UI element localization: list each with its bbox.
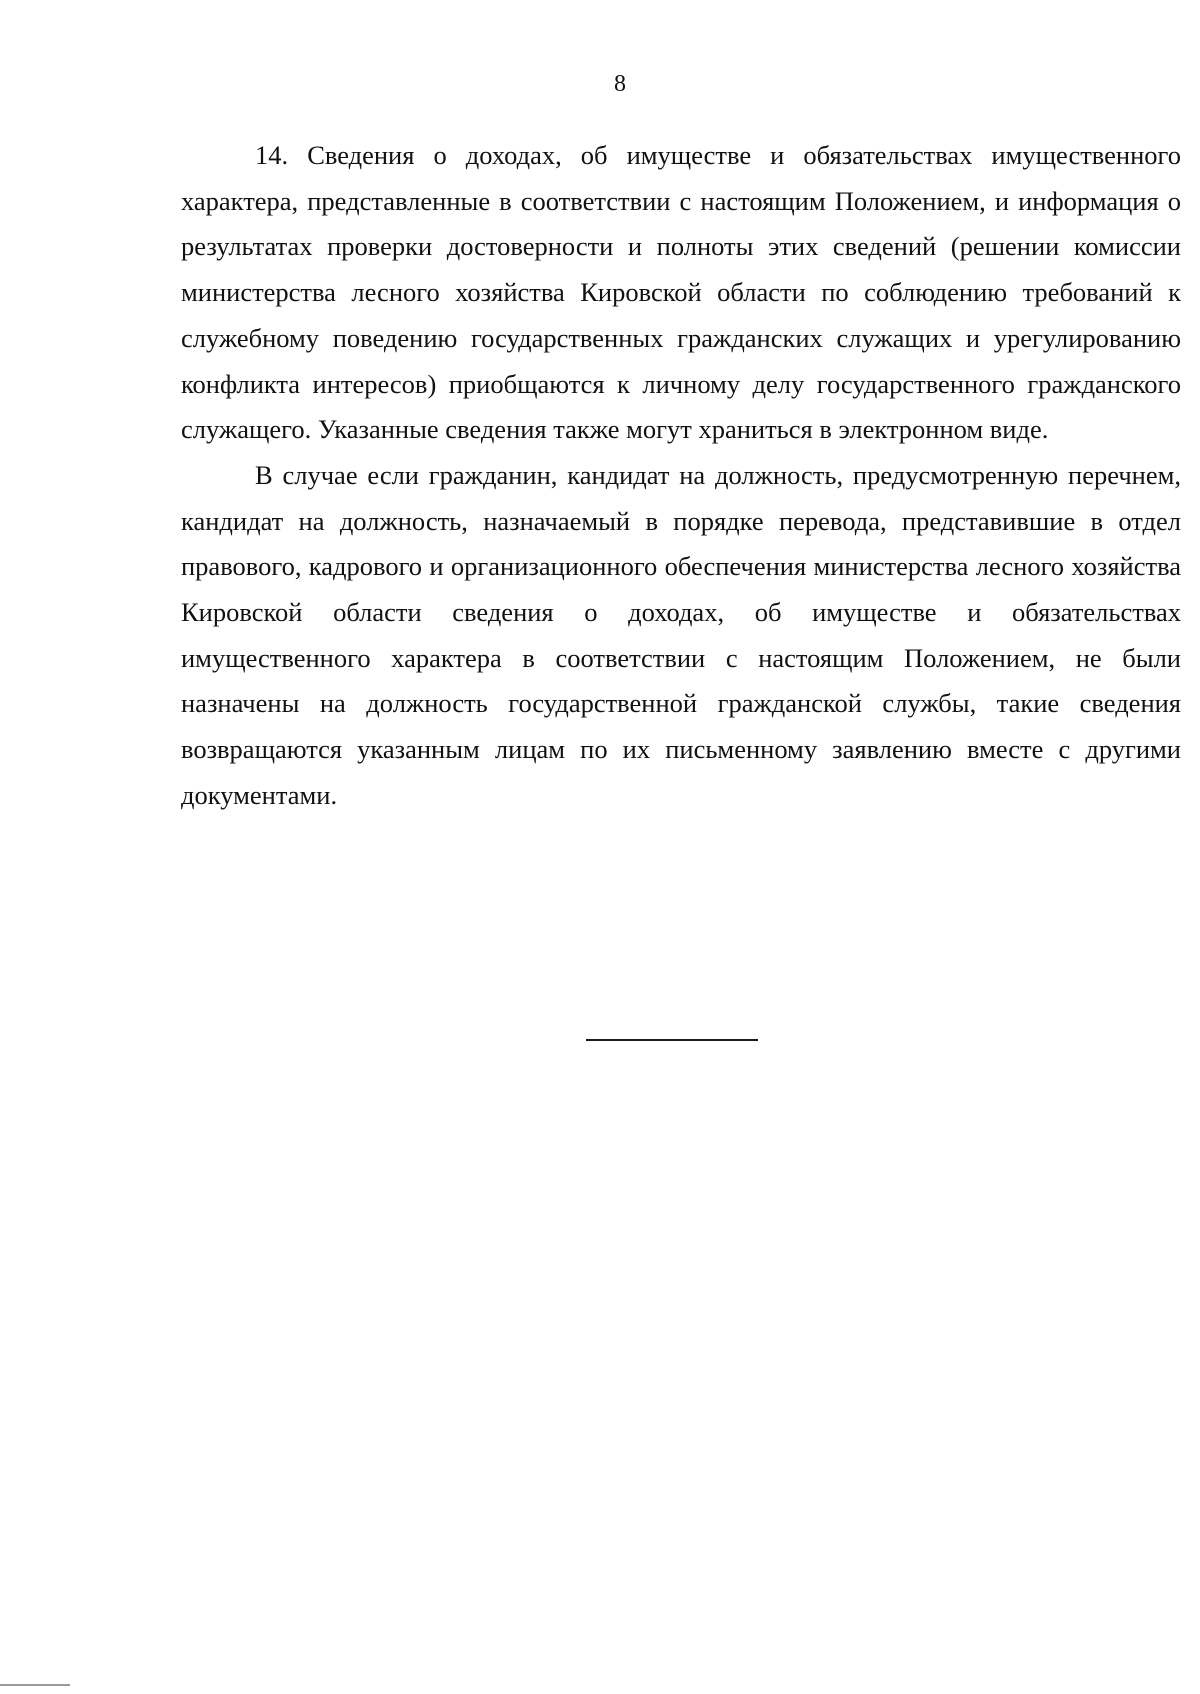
document-body bbox=[181, 133, 1181, 819]
end-of-text-separator bbox=[586, 1039, 758, 1041]
paragraph-14: 14. Сведения о доходах, об имуществе и обязательствах имущественного характера, представленные в соответствии с настоящим Положением, и информация о результатах проверки достоверности и полноты этих сведений (решении комиссии министерства лесного хозяйства Кировской области по соблюдению требований к служебному поведению государственных гражданских служащих и урегулированию конфликта интересов) приобщаются к личному делу государственного гражданского служащего. Указанные сведения также могут храниться в электронном виде. bbox=[181, 140, 1181, 445]
paragraph-return-of-information: В случае если гражданин, кандидат на должность, предусмотренную перечнем, кандидат на должность, назначаемый в порядке перевода, представившие в отдел правового, кадрового и организационного обеспечения министерства лесного хозяйства Кировской области сведения о доходах, об имуществе и обязательствах имущественного характера в соответствии с настоящим Положением, не были назначены на должность государственной гражданской службы, такие сведения возвращаются указанным лицам по их письменному заявлению вместе с другими документами. bbox=[181, 459, 1181, 810]
page-number: 8 bbox=[614, 71, 626, 97]
scan-edge-mark bbox=[0, 1684, 70, 1686]
